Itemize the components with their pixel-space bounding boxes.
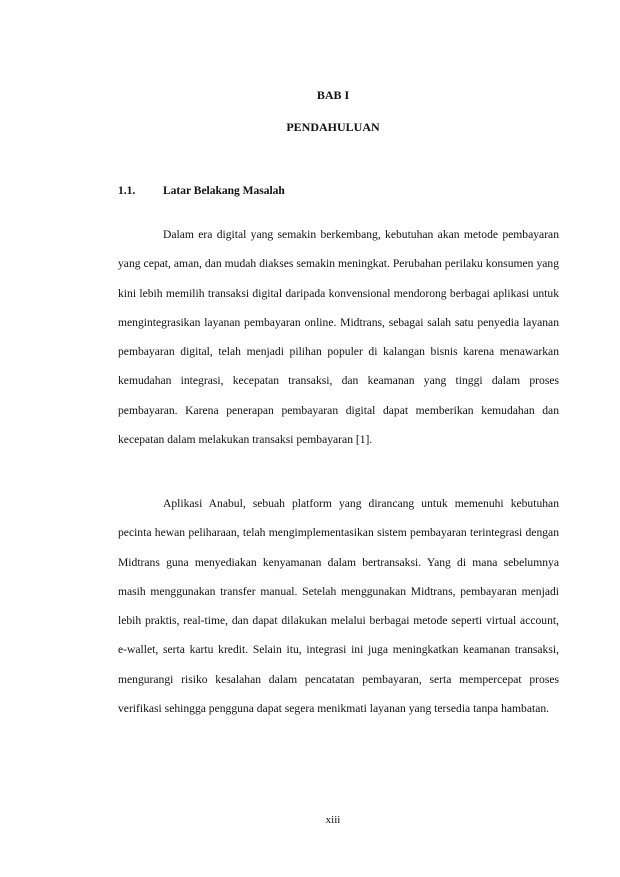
section-number: 1.1. bbox=[118, 185, 136, 197]
paragraph-block bbox=[118, 489, 559, 723]
paragraph-block bbox=[118, 220, 559, 454]
section-heading bbox=[118, 185, 285, 197]
paragraph-2: Aplikasi Anabul, sebuah platform yang dirancang untuk memenuhi kebutuhan pecinta hewan peliharaan, telah mengimplementasikan sistem pembayaran terintegrasi dengan Midtrans guna menyediakan kenyamanan dalam bertransaksi. Yang di mana sebelumnya masih menggunakan transfer manual. Setelah menggunakan Midtrans, pembayaran menjadi lebih praktis, real-time, dan dapat dilakukan melalui berbagai metode seperti virtual account, e-wallet, serta kartu kredit. Selain itu, integrasi ini juga meningkatkan keamanan transaksi, mengurangi risiko kesalahan dalam pencatatan pembayaran, serta mempercepat proses verifikasi sehingga pengguna dapat segera menikmati layanan yang tersedia tanpa hambatan. bbox=[118, 497, 559, 716]
chapter-title: PENDAHULUAN bbox=[286, 120, 380, 134]
chapter-label: BAB I bbox=[316, 88, 350, 102]
paragraph-1: Dalam era digital yang semakin berkembang, kebutuhan akan metode pembayaran yang cepat, aman, dan mudah diakses semakin meningkat. Perubahan perilaku konsumen yang kini lebih memilih transaksi digital daripada konvensional mendorong berbagai aplikasi untuk mengintegrasikan layanan pembayaran online. Midtrans, sebagai salah satu penyedia layanan pembayaran digital, telah menjadi pilihan populer di kalangan bisnis karena menawarkan kemudahan integrasi, kecepatan transaksi, dan keamanan yang tinggi dalam proses pembayaran. Karena penerapan pembayaran digital dapat memberikan kemudahan dan kecepatan dalam melakukan transaksi pembayaran [1]. bbox=[118, 228, 559, 447]
section-title: Latar Belakang Masalah bbox=[163, 185, 285, 197]
page-number: xiii bbox=[325, 814, 341, 826]
